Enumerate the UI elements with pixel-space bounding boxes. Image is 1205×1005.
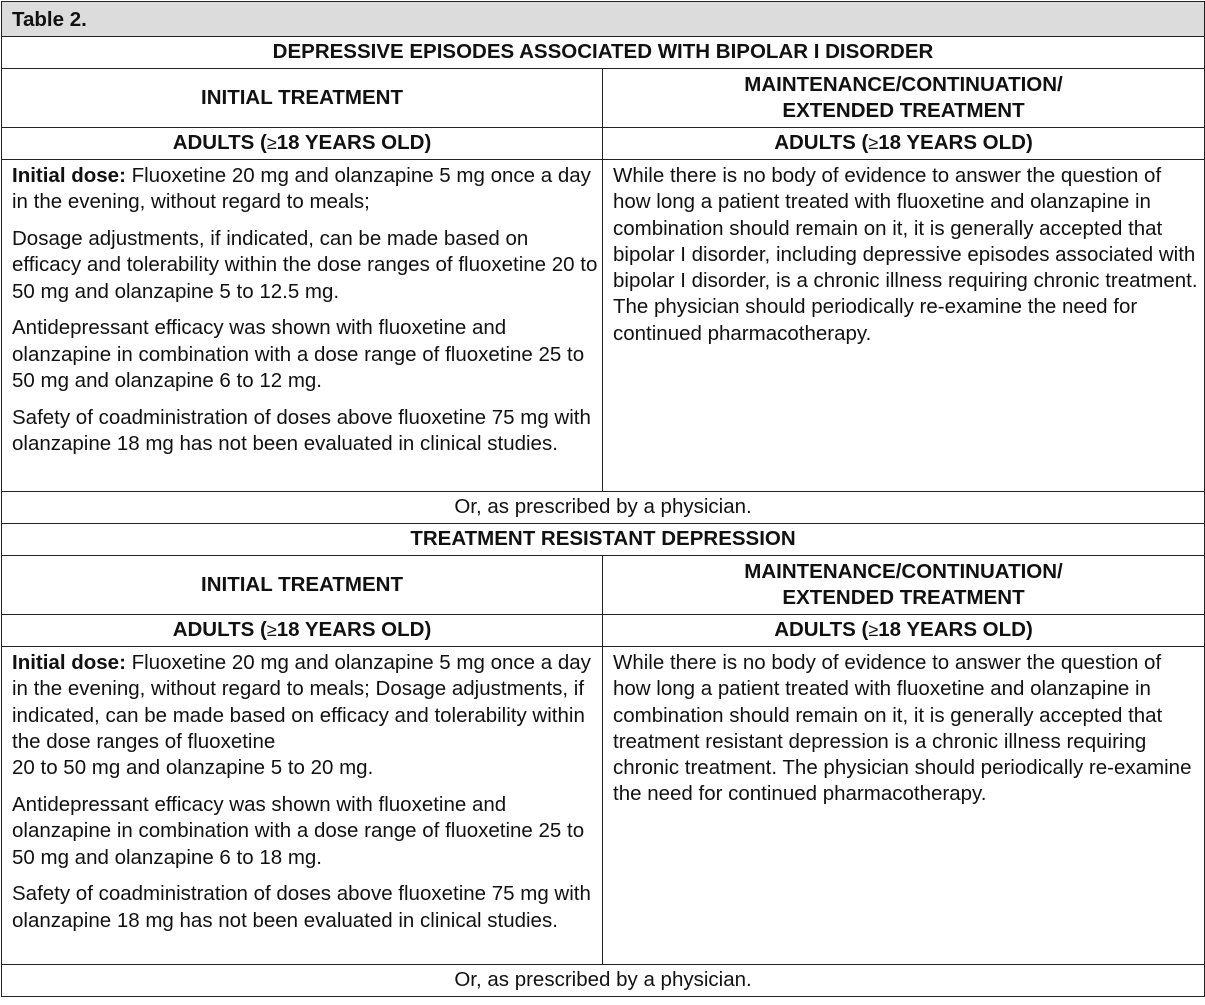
subheader-adults-left: ADULTS (≥18 YEARS OLD) [2,128,603,160]
maintenance-treatment-text: While there is no body of evidence to answer the question of how long a patient treated with fluoxetine and olanzapine in combination should remain on it, it is generally accepted that treatment resistant depression is a chronic illness requiring chronic treatment. The physician should periodically re-examine the need for continued pharmacotherapy. [603,647,1205,965]
initial-dose-label: Initial dose: [12,651,126,674]
col-header-maintenance-line2: EXTENDED TREATMENT [782,99,1025,122]
col-header-maintenance-line1: MAINTENANCE/CONTINUATION/ [744,559,1063,583]
column-header-row [2,556,1205,615]
dosing-table [1,1,1205,997]
body-row [2,160,1205,492]
safety-paragraph: Safety of coadministration of doses above fluoxetine 75 mg with olanzapine 18 mg has not been evaluated in clinical studies. [12,882,591,932]
subheader-adults-left: ADULTS (≥18 YEARS OLD) [2,615,603,647]
subheader-adults-right: ADULTS (≥18 YEARS OLD) [603,128,1205,160]
greater-equal-symbol: ≥ [868,133,879,154]
initial-treatment-text [2,647,603,965]
col-header-maintenance-line2: EXTENDED TREATMENT [782,586,1025,609]
efficacy-paragraph: Antidepressant efficacy was shown with fluoxetine and olanzapine in combination with a dose range of fluoxetine 25 to 50 mg and olanzapine 6 to 18 mg. [12,792,585,869]
initial-treatment-text [2,160,603,492]
subheader-adults-right: ADULTS (≥18 YEARS OLD) [603,615,1205,647]
col-header-initial: INITIAL TREATMENT [2,69,603,128]
section-heading-row [2,37,1205,69]
maintenance-treatment-text: While there is no body of evidence to answer the question of how long a patient treated with fluoxetine and olanzapine in combination should remain on it, it is generally accepted that bipolar I disorder, including depressive episodes associated with bipolar I disorder, is a chronic illness requiring chronic treatment. The physician should periodically re-examine the need for continued pharmacotherapy. [603,160,1205,492]
footer-note: Or, as prescribed by a physician. [2,492,1205,524]
section-heading-bipolar: DEPRESSIVE EPISODES ASSOCIATED WITH BIPOLAR I DISORDER [2,37,1205,69]
initial-dose-paragraph: Initial dose: Fluoxetine 20 mg and olanzapine 5 mg once a day in the evening, without regard to meals; [12,164,591,214]
subheader-row [2,615,1205,647]
col-header-maintenance [603,556,1205,615]
initial-dose-label: Initial dose: [12,164,126,187]
table-title-row [2,2,1205,37]
col-header-initial: INITIAL TREATMENT [2,556,603,615]
greater-equal-symbol: ≥ [266,620,277,641]
footer-note: Or, as prescribed by a physician. [2,965,1205,997]
greater-equal-symbol: ≥ [868,620,879,641]
col-header-maintenance [603,69,1205,128]
safety-paragraph: Safety of coadministration of doses above fluoxetine 75 mg with olanzapine 18 mg has not been evaluated in clinical studies. [12,405,591,456]
section-heading-trd: TREATMENT RESISTANT DEPRESSION [2,524,1205,556]
efficacy-paragraph: Antidepressant efficacy was shown with fluoxetine and olanzapine in combination with a dose range of fluoxetine 25 to 50 mg and olanzapine 6 to 12 mg. [12,316,585,393]
section-heading-row [2,524,1205,556]
dosage-adjustment-paragraph: Dosage adjustments, if indicated, can be made based on efficacy and tolerability within the dose ranges of fluoxetine 20 to 50 mg and olanzapine 5 to 12.5 mg. [12,227,598,303]
column-header-row [2,69,1205,128]
body-row [2,647,1205,965]
subheader-row [2,128,1205,160]
footer-row [2,492,1205,524]
col-header-maintenance-line1: MAINTENANCE/CONTINUATION/ [744,72,1063,96]
initial-dose-paragraph: Initial dose: Fluoxetine 20 mg and olanzapine 5 mg once a day in the evening, without regard to meals; Dosage adjustments, if indicated, can be made based on efficacy and tolerability within the dose ranges of fluoxetine 20 to 50 mg and olanzapine 5 to 20 mg. [12,651,591,780]
table-title: Table 2. [2,2,1205,37]
footer-row [2,965,1205,997]
greater-equal-symbol: ≥ [266,133,277,154]
